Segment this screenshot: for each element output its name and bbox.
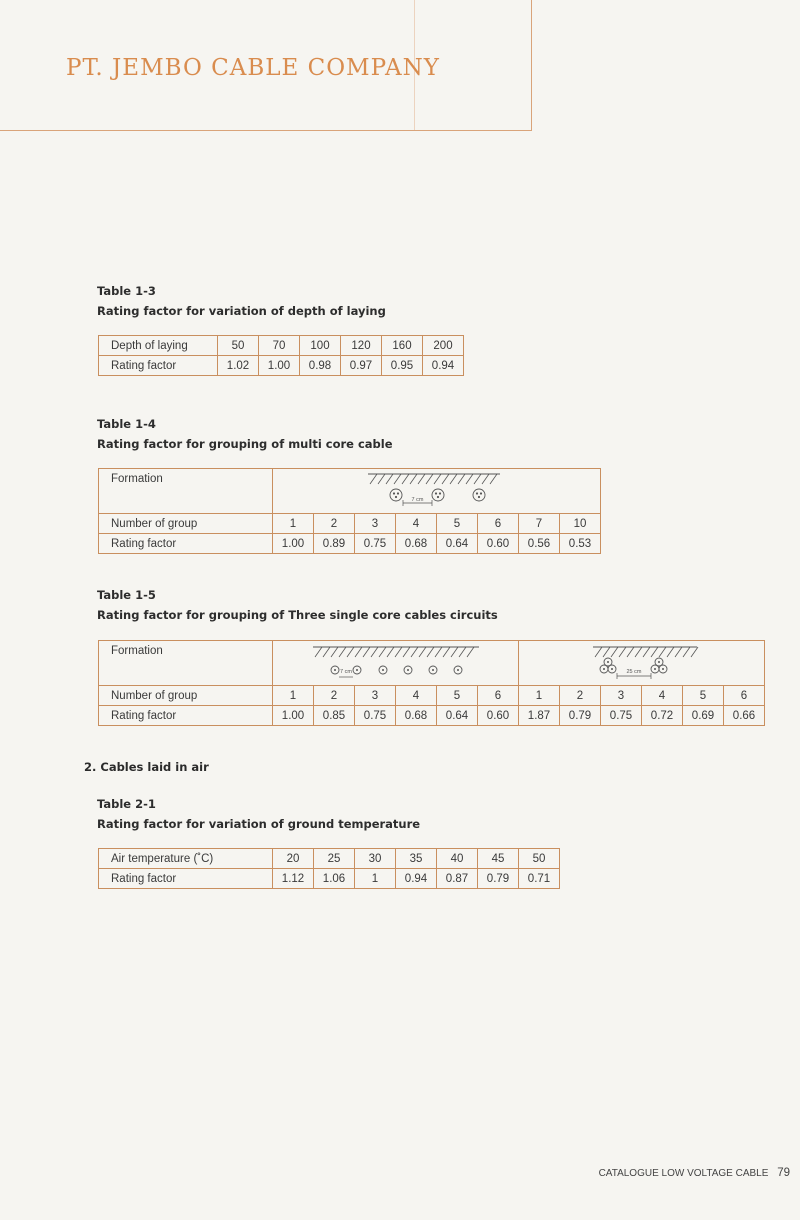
table-1-5-title: Rating factor for grouping of Three single core cables circuits xyxy=(97,608,498,622)
formation-label: Formation xyxy=(99,469,273,514)
table-row xyxy=(99,514,601,534)
row-label: Air temperature (˚C) xyxy=(99,849,273,869)
row-label: Rating factor xyxy=(99,869,273,889)
table-cell: 1.00 xyxy=(259,356,300,376)
table-1-3-title: Rating factor for variation of depth of laying xyxy=(97,304,386,318)
table-cell: 40 xyxy=(437,849,478,869)
table-1-5-label: Table 1-5 xyxy=(97,588,156,602)
table-cell: 0.53 xyxy=(560,534,601,554)
table-cell: 1.12 xyxy=(273,869,314,889)
table-1-3-label: Table 1-3 xyxy=(97,284,156,298)
table-cell: 0.75 xyxy=(355,706,396,726)
table-cell: 0.95 xyxy=(382,356,423,376)
table-cell: 0.97 xyxy=(341,356,382,376)
table-row xyxy=(99,469,601,514)
table-cell: 0.85 xyxy=(314,706,355,726)
table-cell: 5 xyxy=(437,686,478,706)
table-cell: 10 xyxy=(560,514,601,534)
table-cell: 35 xyxy=(396,849,437,869)
table-cell: 3 xyxy=(601,686,642,706)
table-cell: 0.66 xyxy=(724,706,765,726)
table-cell: 0.60 xyxy=(478,534,519,554)
table-cell: 1 xyxy=(273,514,314,534)
table-1-4-label: Table 1-4 xyxy=(97,417,156,431)
section-2-heading: 2. Cables laid in air xyxy=(84,760,209,774)
table-cell: 1 xyxy=(273,686,314,706)
table-cell: 1.00 xyxy=(273,534,314,554)
flat-formation-diagram xyxy=(273,641,521,682)
table-cell: 5 xyxy=(683,686,724,706)
table-cell: 1.06 xyxy=(314,869,355,889)
table-cell: 1.00 xyxy=(273,706,314,726)
table-cell: 100 xyxy=(300,336,341,356)
table-cell: 5 xyxy=(437,514,478,534)
spacing-label: 25 cm xyxy=(626,669,642,675)
table-1-4 xyxy=(98,468,601,554)
table-cell: 3 xyxy=(355,686,396,706)
formation-diagram-flat-cell xyxy=(273,641,519,686)
table-cell: 200 xyxy=(423,336,464,356)
table-cell: 25 xyxy=(314,849,355,869)
table-row xyxy=(99,869,560,889)
company-title: PT. JEMBO CABLE COMPANY xyxy=(66,55,440,81)
ground-hatch xyxy=(595,647,698,657)
table-cell: 50 xyxy=(519,849,560,869)
table-1-4-title: Rating factor for grouping of multi core cable xyxy=(97,437,393,451)
table-cell: 2 xyxy=(314,686,355,706)
table-row xyxy=(99,356,464,376)
row-label: Rating factor xyxy=(99,534,273,554)
footer-catalogue-title: CATALOGUE LOW VOLTAGE CABLE xyxy=(598,1168,769,1179)
formation-label: Formation xyxy=(99,641,273,686)
table-cell: 20 xyxy=(273,849,314,869)
row-label: Number of group xyxy=(99,514,273,534)
table-cell: 0.87 xyxy=(437,869,478,889)
table-cell: 4 xyxy=(396,686,437,706)
table-cell: 1.02 xyxy=(218,356,259,376)
cable-icon xyxy=(473,489,485,501)
table-2-1-caption xyxy=(97,797,420,831)
table-cell: 0.75 xyxy=(355,534,396,554)
table-cell: 4 xyxy=(642,686,683,706)
table-cell: 0.56 xyxy=(519,534,560,554)
table-1-3 xyxy=(98,335,464,376)
table-1-4-caption xyxy=(97,417,393,451)
ground-hatch xyxy=(315,647,474,657)
table-cell: 50 xyxy=(218,336,259,356)
table-cell: 1 xyxy=(355,869,396,889)
table-cell: 1 xyxy=(519,686,560,706)
table-cell: 6 xyxy=(478,686,519,706)
table-1-5-caption xyxy=(97,588,498,622)
table-cell: 120 xyxy=(341,336,382,356)
table-1-3-caption xyxy=(97,284,386,318)
table-cell: 0.94 xyxy=(396,869,437,889)
row-label: Rating factor xyxy=(99,356,218,376)
table-cell: 7 xyxy=(519,514,560,534)
ground-hatch xyxy=(370,474,497,484)
table-row xyxy=(99,686,765,706)
table-row xyxy=(99,641,765,686)
header-frame-vertical xyxy=(531,0,532,131)
table-cell: 0.75 xyxy=(601,706,642,726)
table-row xyxy=(99,534,601,554)
table-cell: 0.94 xyxy=(423,356,464,376)
table-cell: 30 xyxy=(355,849,396,869)
table-cell: 0.79 xyxy=(478,869,519,889)
table-cell: 0.68 xyxy=(396,534,437,554)
table-cell: 0.60 xyxy=(478,706,519,726)
table-cell: 0.64 xyxy=(437,706,478,726)
table-cell: 0.69 xyxy=(683,706,724,726)
cable-icon xyxy=(390,489,402,501)
table-cell: 0.79 xyxy=(560,706,601,726)
table-row xyxy=(99,849,560,869)
spacing-label: 7 cm xyxy=(411,497,424,503)
table-cell: 6 xyxy=(478,514,519,534)
table-1-5 xyxy=(98,640,765,726)
spacing-label: 7 cm xyxy=(340,669,352,675)
multicore-formation-diagram xyxy=(273,469,603,510)
table-row xyxy=(99,706,765,726)
trefoil-formation-diagram xyxy=(519,641,767,682)
table-cell: 45 xyxy=(478,849,519,869)
table-cell: 0.71 xyxy=(519,869,560,889)
table-cell: 70 xyxy=(259,336,300,356)
table-2-1-label: Table 2-1 xyxy=(97,797,156,811)
formation-diagram-trefoil-cell xyxy=(519,641,765,686)
table-row xyxy=(99,336,464,356)
table-cell: 0.89 xyxy=(314,534,355,554)
table-cell: 160 xyxy=(382,336,423,356)
formation-diagram-cell xyxy=(273,469,601,514)
page-number: 79 xyxy=(777,1167,790,1179)
table-cell: 2 xyxy=(314,514,355,534)
page-footer xyxy=(599,1167,790,1179)
header-frame-horizontal xyxy=(0,130,532,131)
table-cell: 4 xyxy=(396,514,437,534)
table-cell: 0.98 xyxy=(300,356,341,376)
table-cell: 0.68 xyxy=(396,706,437,726)
table-cell: 6 xyxy=(724,686,765,706)
cable-icon xyxy=(432,489,444,501)
table-2-1 xyxy=(98,848,560,889)
row-label: Depth of laying xyxy=(99,336,218,356)
table-cell: 0.72 xyxy=(642,706,683,726)
table-cell: 3 xyxy=(355,514,396,534)
table-cell: 0.64 xyxy=(437,534,478,554)
row-label: Number of group xyxy=(99,686,273,706)
multicore-cable-icons xyxy=(390,489,485,501)
table-cell: 1.87 xyxy=(519,706,560,726)
table-2-1-title: Rating factor for variation of ground temperature xyxy=(97,817,421,831)
table-cell: 2 xyxy=(560,686,601,706)
row-label: Rating factor xyxy=(99,706,273,726)
